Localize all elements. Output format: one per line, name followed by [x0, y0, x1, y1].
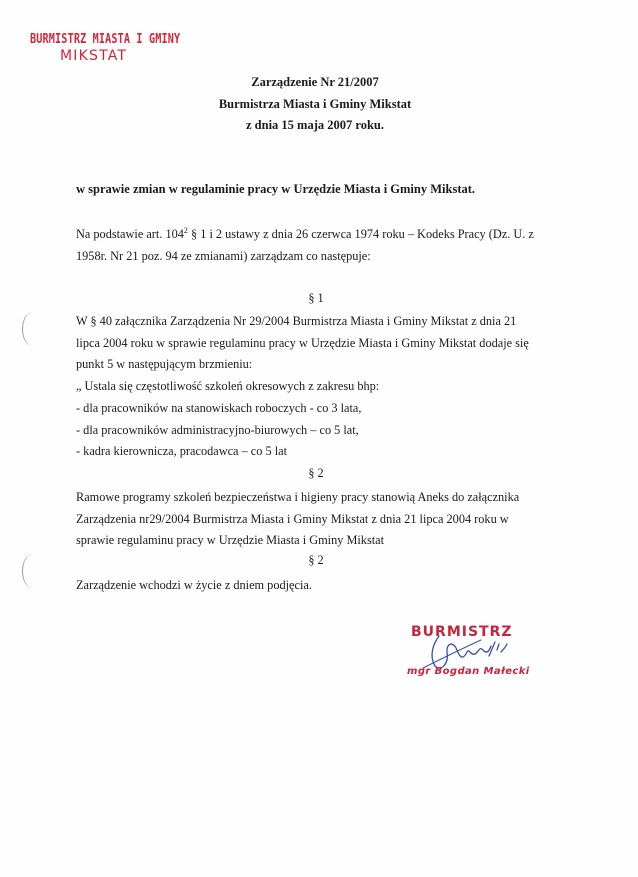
legal-basis-text-continued: § 1 i 2 ustawy z dnia 26 czerwca 1974 roku – Kodeks Pracy (Dz. U. z: [187, 227, 534, 241]
legal-basis-line-1: [76, 224, 546, 246]
title-issuer: Burmistrza Miasta i Gminy Mikstat: [218, 96, 412, 111]
hole-punch-mark: [22, 312, 43, 346]
section-1-line: - dla pracowników na stanowiskach roboczych - co 3 lata,: [76, 400, 362, 415]
document-subject: w sprawie zmian w regulaminie pracy w Urzędzie Miasta i Gminy Mikstat.: [76, 182, 476, 196]
section-2-line: sprawie regulaminu pracy w Urzędzie Miasta i Gminy Mikstat: [76, 533, 385, 548]
signatory-name-stamp: mgr Bogdan Małecki: [407, 666, 530, 677]
signature-block: [405, 624, 545, 694]
section-3-line: Zarządzenie wchodzi w życie z dniem podjęcia.: [76, 578, 312, 592]
hole-punch-mark: [22, 554, 43, 588]
section-2-line: Ramowe programy szkoleń bezpieczeństwa i higieny pracy stanowią Aneks do załącznika: [76, 490, 520, 504]
section-1-line: „ Ustala się częstotliwość szkoleń okresowych z zakresu bhp:: [76, 379, 380, 394]
office-stamp: [30, 32, 223, 64]
section-1-line: - kadra kierownicza, pracodawca – co 5 lat: [76, 444, 287, 459]
section-2-heading: § 2: [308, 466, 324, 480]
section-1-heading: § 1: [308, 291, 324, 305]
title-date: z dnia 15 maja 2007 roku.: [246, 118, 384, 132]
document-title: [160, 72, 470, 137]
section-1-line: - dla pracowników administracyjno-biurowych – co 5 lat,: [76, 422, 359, 437]
section-1-line: punkt 5 w następującym brzmieniu:: [76, 357, 253, 372]
stamp-town-name: MIKSTAT: [60, 48, 128, 64]
article-superscript: 2: [183, 226, 188, 235]
title-number: Zarządzenie Nr 21/2007: [251, 75, 379, 89]
legal-basis-line-2: 1958r. Nr 21 poz. 94 ze zmianami) zarządzam co następuje:: [76, 248, 371, 263]
section-1-line: lipca 2004 roku w sprawie regulaminu pracy w Urzędzie Miasta i Gminy Mikstat dodaje się: [76, 335, 529, 350]
section-1-body: [76, 311, 546, 463]
section-1-line: W § 40 załącznika Zarządzenia Nr 29/2004 Burmistrza Miasta i Gminy Mikstat z dnia 21: [76, 314, 517, 328]
signature-title-stamp: BURMISTRZ: [411, 624, 513, 640]
stamp-office-name: BURMISTRZ MIASTA I GMINY: [30, 32, 181, 47]
section-2-body: [76, 487, 546, 552]
section-2-line: Zarządzenia nr29/2004 Burmistrza Miasta i Gminy Mikstat z dnia 21 lipca 2004 roku w: [76, 511, 509, 526]
legal-basis-text: Na podstawie art. 104: [76, 227, 184, 241]
section-3-body: [76, 575, 546, 597]
legal-basis-paragraph: [76, 224, 546, 267]
section-3-heading: § 2: [308, 553, 324, 567]
